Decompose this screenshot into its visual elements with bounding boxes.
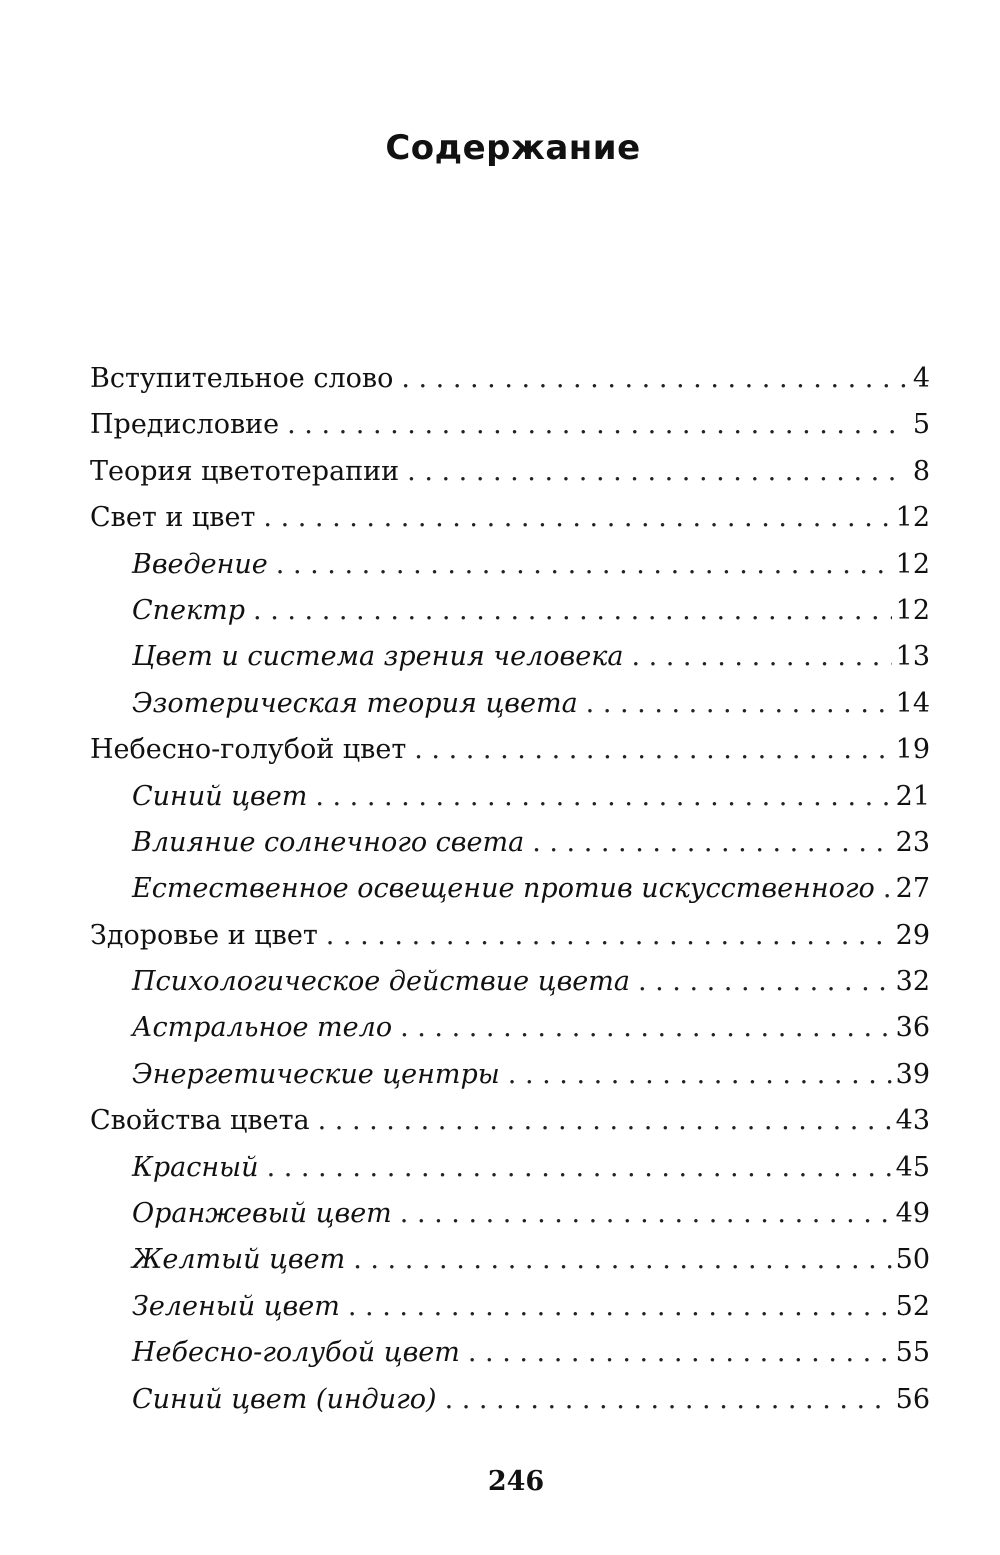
toc-entry: [90, 449, 930, 495]
toc-entry-page: 4: [912, 363, 930, 394]
toc-entry-label: Астральное тело: [132, 1012, 393, 1044]
toc-dot-leader: [445, 1377, 892, 1423]
toc-subentry: [90, 542, 930, 588]
toc-entry: [90, 402, 930, 448]
toc-dot-leader: [348, 1284, 892, 1330]
toc-entry-label: Эзотерическая теория цвета: [132, 687, 578, 719]
toc-entry-page: 23: [895, 826, 930, 858]
toc-entry: [90, 913, 930, 959]
toc-entry-page: 5: [912, 409, 930, 441]
toc-entry-label: Зеленый цвет: [132, 1290, 340, 1322]
toc-dot-leader: [315, 774, 891, 820]
toc-entry-label: Здоровье и цвет: [90, 919, 318, 951]
toc-dot-leader: [631, 634, 891, 680]
page-number: 246: [487, 1466, 545, 1497]
toc-entry: [90, 727, 930, 773]
toc-subentry: [90, 959, 930, 1005]
toc-entry-label: Желтый цвет: [132, 1244, 346, 1276]
toc-dot-leader: [267, 1145, 892, 1191]
toc-entry-label: Теория цветотерапии: [90, 455, 400, 487]
toc-entry-page: 49: [895, 1198, 930, 1230]
toc-dot-leader: [586, 681, 892, 727]
toc-entry-page: 32: [895, 966, 930, 998]
toc-entry-label: Свойства цвета: [90, 1105, 310, 1137]
toc-dot-leader: [407, 449, 906, 495]
toc-dot-leader: [400, 1005, 892, 1051]
page-title: Содержание: [385, 128, 641, 168]
toc-subentry: [90, 774, 930, 820]
toc-subentry: [90, 1052, 930, 1098]
toc-entry-label: Энергетические центры: [132, 1058, 500, 1090]
toc-entry-label: Психологическое действие цвета: [132, 966, 630, 998]
toc-entry-page: 27: [895, 873, 930, 905]
toc-subentry: [90, 1377, 930, 1423]
toc-entry-label: Предисловие: [90, 409, 280, 441]
toc-entry-label: Введение: [132, 548, 268, 580]
toc-dot-leader: [253, 588, 892, 634]
toc-entry-page: 36: [895, 1012, 930, 1044]
toc-subentry: [90, 634, 930, 680]
toc-entry-page: 45: [895, 1151, 930, 1183]
toc-entry-label: Красный: [132, 1151, 259, 1183]
toc-dot-leader: [263, 495, 891, 541]
toc-dot-leader: [414, 727, 891, 773]
toc-entry-label: Небесно-голубой цвет: [132, 1337, 460, 1369]
toc-dot-leader: [400, 1191, 892, 1237]
toc-dot-leader: [883, 866, 892, 912]
toc-entry-page: 39: [895, 1058, 930, 1090]
toc-dot-leader: [287, 402, 906, 448]
toc-entry-page: 56: [895, 1383, 930, 1415]
toc-dot-leader: [353, 1237, 891, 1283]
toc-subentry: [90, 681, 930, 727]
toc-subentry: [90, 588, 930, 634]
toc-subentry: [90, 1145, 930, 1191]
toc-entry-label: Цвет и система зрения человека: [132, 641, 624, 673]
toc-subentry: [90, 866, 930, 912]
toc-dot-leader: [508, 1052, 892, 1098]
toc-entry-page: 12: [895, 502, 930, 534]
toc-entry-page: 12: [895, 548, 930, 580]
toc-entry-label: Естественное освещение против искусственного: [132, 873, 875, 905]
toc-subentry: [90, 1330, 930, 1376]
toc-dot-leader: [401, 356, 906, 402]
toc-entry-page: 13: [895, 641, 930, 673]
toc-entry-label: Влияние солнечного света: [132, 826, 525, 858]
toc-entry-label: Оранжевый цвет: [132, 1198, 392, 1230]
toc-entry-page: 52: [895, 1290, 930, 1322]
toc-dot-leader: [326, 913, 892, 959]
toc-entry-label: Вступительное слово: [90, 363, 394, 394]
toc-entry-label: Синий цвет (индиго): [132, 1383, 437, 1415]
toc-entry-label: Свет и цвет: [90, 502, 256, 534]
toc-entry-label: Синий цвет: [132, 780, 308, 812]
toc-subentry: [90, 820, 930, 866]
table-of-contents: [90, 356, 930, 1423]
toc-subentry: [90, 1237, 930, 1283]
toc-dot-leader: [318, 1098, 892, 1144]
toc-entry: [90, 495, 930, 541]
toc-entry-page: 55: [895, 1337, 930, 1369]
toc-entry-label: Небесно-голубой цвет: [90, 734, 407, 766]
toc-dot-leader: [532, 820, 891, 866]
toc-entry-page: 8: [912, 455, 930, 487]
toc-entry-page: 21: [895, 780, 930, 812]
toc-entry: [90, 356, 930, 402]
toc-entry: [90, 1098, 930, 1144]
toc-entry-label: Спектр: [132, 594, 246, 626]
toc-entry-page: 12: [895, 594, 930, 626]
toc-dot-leader: [276, 542, 892, 588]
toc-entry-page: 50: [895, 1244, 930, 1276]
toc-subentry: [90, 1191, 930, 1237]
toc-entry-page: 19: [895, 734, 930, 766]
toc-dot-leader: [638, 959, 892, 1005]
toc-subentry: [90, 1284, 930, 1330]
toc-entry-page: 29: [895, 919, 930, 951]
toc-dot-leader: [468, 1330, 892, 1376]
toc-entry-page: 14: [895, 687, 930, 719]
toc-subentry: [90, 1005, 930, 1051]
toc-entry-page: 43: [895, 1105, 930, 1137]
